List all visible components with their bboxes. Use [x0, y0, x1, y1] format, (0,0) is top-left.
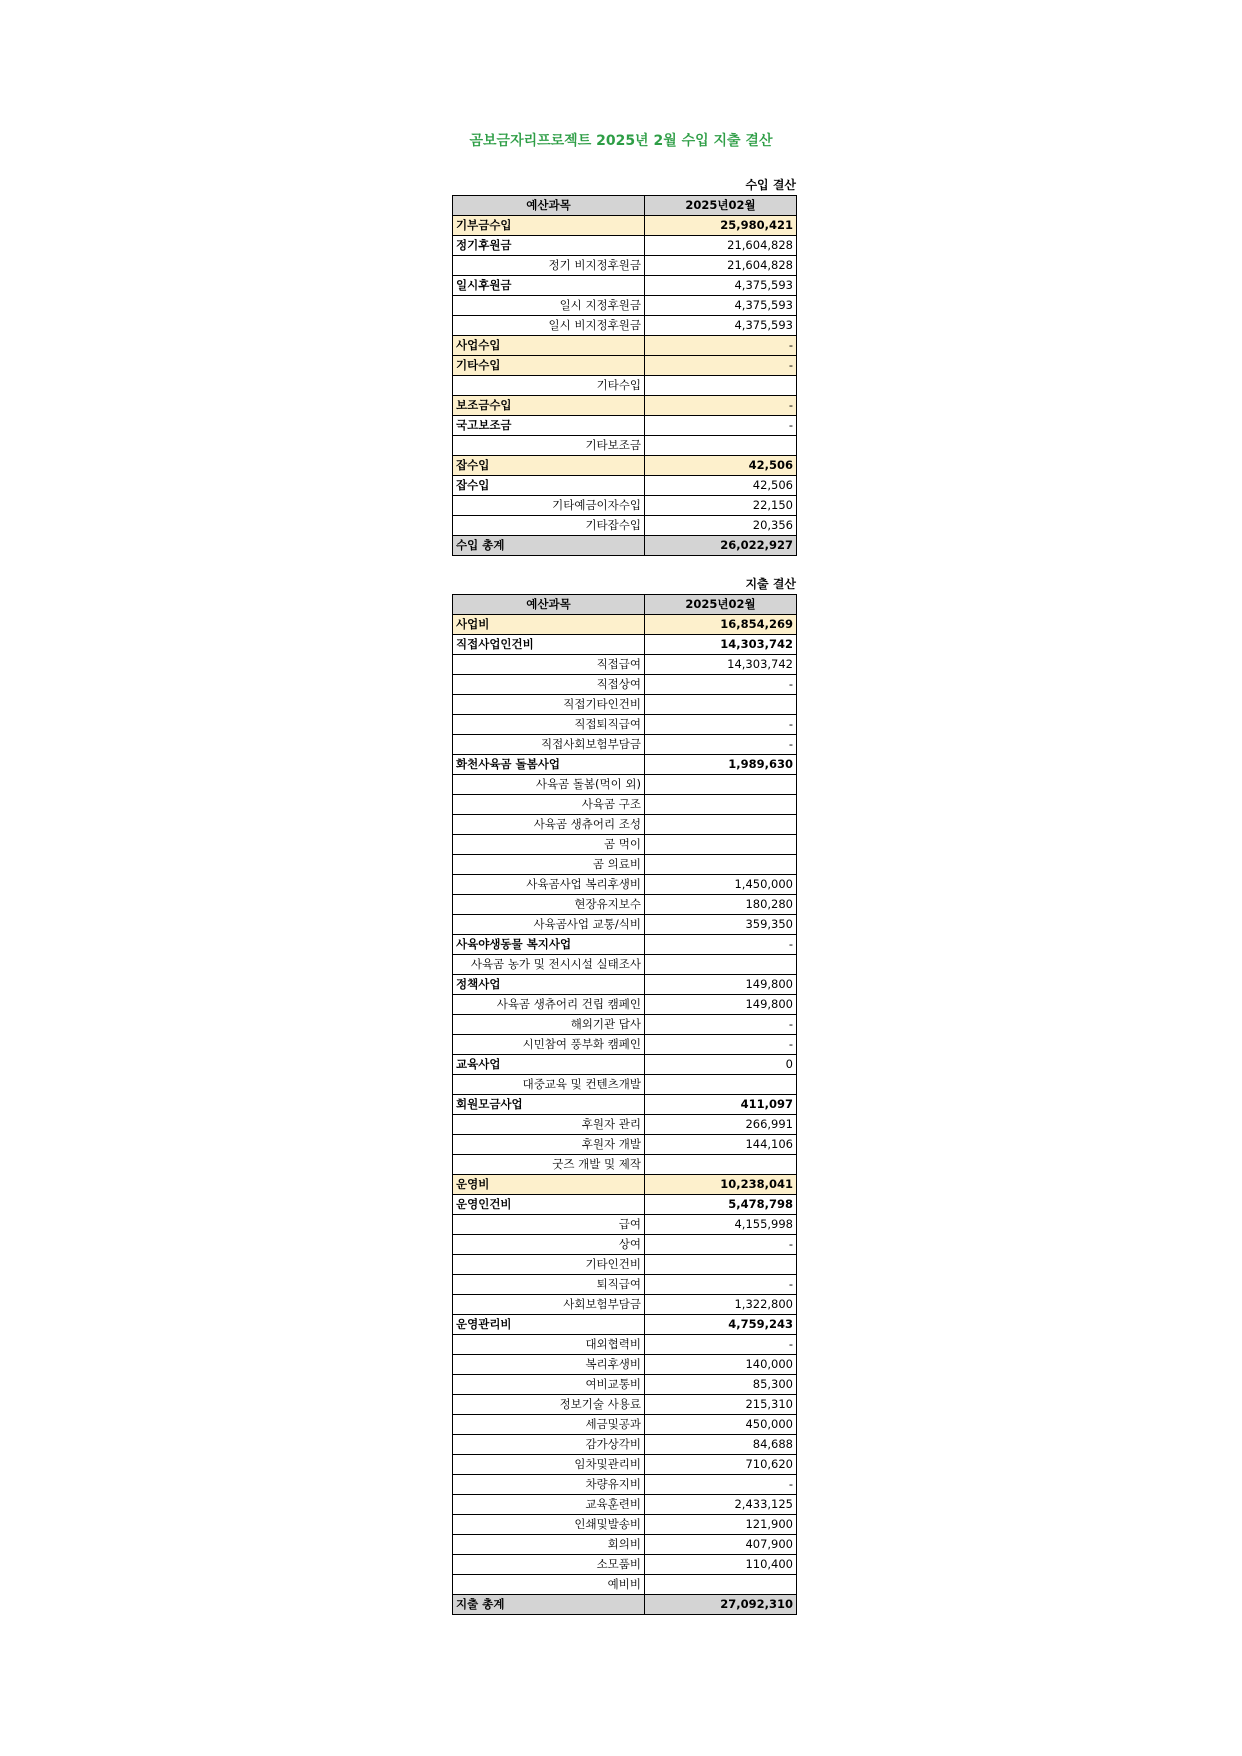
account-name: 여비교통비	[453, 1375, 645, 1395]
amount-value	[645, 1155, 797, 1175]
expense-row-item	[453, 1555, 797, 1575]
expense-row-total	[453, 1595, 797, 1615]
expense-row-sub	[453, 1095, 797, 1115]
expense-row-item	[453, 1355, 797, 1375]
account-name: 굿즈 개발 및 제작	[453, 1155, 645, 1175]
amount-value: 4,759,243	[645, 1315, 797, 1335]
expense-row-item	[453, 1155, 797, 1175]
account-name: 회의비	[453, 1535, 645, 1555]
amount-value: 110,400	[645, 1555, 797, 1575]
account-name: 기부금수입	[453, 216, 645, 236]
account-name: 대중교육 및 컨텐츠개발	[453, 1075, 645, 1095]
income-row-sub	[453, 236, 797, 256]
account-name: 보조금수입	[453, 396, 645, 416]
expense-row-item	[453, 1235, 797, 1255]
amount-value: 4,155,998	[645, 1215, 797, 1235]
income-row-item	[453, 316, 797, 336]
account-name: 세금및공과	[453, 1415, 645, 1435]
amount-value: 10,238,041	[645, 1175, 797, 1195]
amount-value: -	[645, 336, 797, 356]
amount-value: 411,097	[645, 1095, 797, 1115]
account-name: 잡수입	[453, 456, 645, 476]
expense-row-item	[453, 795, 797, 815]
amount-value	[645, 835, 797, 855]
expense-row-item	[453, 735, 797, 755]
account-name: 잡수입	[453, 476, 645, 496]
expense-row-item	[453, 775, 797, 795]
account-name: 곰 의료비	[453, 855, 645, 875]
expense-row-sub	[453, 1315, 797, 1335]
amount-value: 0	[645, 1055, 797, 1075]
account-name: 후원자 관리	[453, 1115, 645, 1135]
amount-value: 85,300	[645, 1375, 797, 1395]
income-table	[452, 195, 797, 556]
account-name: 상여	[453, 1235, 645, 1255]
income-row-sub	[453, 476, 797, 496]
amount-value: 450,000	[645, 1415, 797, 1435]
amount-value: -	[645, 735, 797, 755]
column-header-month: 2025년02월	[645, 595, 797, 615]
amount-value: 4,375,593	[645, 296, 797, 316]
column-header-account: 예산과목	[453, 196, 645, 216]
expense-row-sub	[453, 975, 797, 995]
amount-value: 16,854,269	[645, 615, 797, 635]
account-name: 기타보조금	[453, 436, 645, 456]
account-name: 일시후원금	[453, 276, 645, 296]
account-name: 수입 총계	[453, 536, 645, 556]
account-name: 사육곰 돌봄(먹이 외)	[453, 775, 645, 795]
account-name: 직접상여	[453, 675, 645, 695]
amount-value: -	[645, 1475, 797, 1495]
amount-value: 1,989,630	[645, 755, 797, 775]
expense-row-item	[453, 895, 797, 915]
expense-row-item	[453, 995, 797, 1015]
amount-value: 21,604,828	[645, 236, 797, 256]
income-row-cat	[453, 336, 797, 356]
expense-section-label: 지출 결산	[745, 577, 796, 591]
amount-value: 20,356	[645, 516, 797, 536]
amount-value	[645, 436, 797, 456]
expense-row-cat	[453, 615, 797, 635]
account-name: 현장유지보수	[453, 895, 645, 915]
account-name: 운영인건비	[453, 1195, 645, 1215]
account-name: 사육곰 구조	[453, 795, 645, 815]
expense-row-item	[453, 1395, 797, 1415]
amount-value: -	[645, 1015, 797, 1035]
amount-value: 407,900	[645, 1535, 797, 1555]
amount-value: 21,604,828	[645, 256, 797, 276]
account-name: 운영관리비	[453, 1315, 645, 1335]
account-name: 소모품비	[453, 1555, 645, 1575]
account-name: 퇴직급여	[453, 1275, 645, 1295]
amount-value	[645, 1075, 797, 1095]
column-header-account: 예산과목	[453, 595, 645, 615]
account-name: 정기 비지정후원금	[453, 256, 645, 276]
expense-row-item	[453, 915, 797, 935]
account-name: 일시 지정후원금	[453, 296, 645, 316]
expense-row-item	[453, 1215, 797, 1235]
account-name: 임차및관리비	[453, 1455, 645, 1475]
account-name: 사육곰 농가 및 전시시설 실태조사	[453, 955, 645, 975]
amount-value: 359,350	[645, 915, 797, 935]
amount-value	[645, 1575, 797, 1595]
account-name: 화천사육곰 돌봄사업	[453, 755, 645, 775]
expense-row-item	[453, 1575, 797, 1595]
expense-row-item	[453, 955, 797, 975]
income-row-item	[453, 256, 797, 276]
expense-table	[452, 594, 797, 1615]
expense-row-item	[453, 835, 797, 855]
amount-value	[645, 795, 797, 815]
amount-value: -	[645, 416, 797, 436]
amount-value: 144,106	[645, 1135, 797, 1155]
expense-row-item	[453, 715, 797, 735]
amount-value: 4,375,593	[645, 316, 797, 336]
expense-row-item	[453, 1015, 797, 1035]
amount-value: 14,303,742	[645, 655, 797, 675]
expense-row-sub	[453, 635, 797, 655]
expense-row-item	[453, 815, 797, 835]
account-name: 예비비	[453, 1575, 645, 1595]
amount-value	[645, 955, 797, 975]
amount-value	[645, 376, 797, 396]
account-name: 사육곰 생츄어리 건립 캠페인	[453, 995, 645, 1015]
account-name: 일시 비지정후원금	[453, 316, 645, 336]
amount-value: -	[645, 675, 797, 695]
amount-value: 22,150	[645, 496, 797, 516]
expense-row-cat	[453, 1175, 797, 1195]
income-row-item	[453, 496, 797, 516]
account-name: 사업비	[453, 615, 645, 635]
amount-value: 266,991	[645, 1115, 797, 1135]
expense-row-sub	[453, 935, 797, 955]
amount-value: 4,375,593	[645, 276, 797, 296]
income-row-item	[453, 376, 797, 396]
income-row-item	[453, 516, 797, 536]
amount-value: 215,310	[645, 1395, 797, 1415]
account-name: 사육곰 생츄어리 조성	[453, 815, 645, 835]
expense-row-item	[453, 1475, 797, 1495]
expense-row-item	[453, 1335, 797, 1355]
account-name: 기타수입	[453, 376, 645, 396]
income-row-item	[453, 436, 797, 456]
account-name: 사업수입	[453, 336, 645, 356]
expense-row-item	[453, 1135, 797, 1155]
account-name: 기타인건비	[453, 1255, 645, 1275]
expense-row-item	[453, 1415, 797, 1435]
amount-value: -	[645, 356, 797, 376]
expense-row-item	[453, 1255, 797, 1275]
income-row-cat	[453, 456, 797, 476]
amount-value: 27,092,310	[645, 1595, 797, 1615]
account-name: 시민참여 풍부화 캠페인	[453, 1035, 645, 1055]
amount-value: 25,980,421	[645, 216, 797, 236]
account-name: 직접기타인건비	[453, 695, 645, 715]
expense-row-item	[453, 1435, 797, 1455]
amount-value	[645, 815, 797, 835]
account-name: 감가상각비	[453, 1435, 645, 1455]
amount-value: 14,303,742	[645, 635, 797, 655]
amount-value: -	[645, 396, 797, 416]
income-row-cat	[453, 356, 797, 376]
amount-value	[645, 695, 797, 715]
amount-value: 149,800	[645, 975, 797, 995]
account-name: 사육야생동물 복지사업	[453, 935, 645, 955]
amount-value: 2,433,125	[645, 1495, 797, 1515]
income-row-cat	[453, 396, 797, 416]
account-name: 정보기술 사용료	[453, 1395, 645, 1415]
expense-row-sub	[453, 755, 797, 775]
account-name: 직접퇴직급여	[453, 715, 645, 735]
income-row-sub	[453, 276, 797, 296]
account-name: 해외기관 답사	[453, 1015, 645, 1035]
account-name: 국고보조금	[453, 416, 645, 436]
expense-row-item	[453, 1455, 797, 1475]
expense-row-item	[453, 695, 797, 715]
expense-row-sub	[453, 1055, 797, 1075]
account-name: 복리후생비	[453, 1355, 645, 1375]
expense-row-item	[453, 1515, 797, 1535]
expense-row-item	[453, 1075, 797, 1095]
account-name: 기타잡수입	[453, 516, 645, 536]
expense-row-item	[453, 1375, 797, 1395]
account-name: 사회보험부담금	[453, 1295, 645, 1315]
account-name: 교육사업	[453, 1055, 645, 1075]
amount-value: -	[645, 935, 797, 955]
account-name: 회원모금사업	[453, 1095, 645, 1115]
expense-row-item	[453, 1115, 797, 1135]
income-table-header	[453, 196, 797, 216]
expense-row-item	[453, 1035, 797, 1055]
amount-value: -	[645, 715, 797, 735]
account-name: 기타수입	[453, 356, 645, 376]
account-name: 정책사업	[453, 975, 645, 995]
amount-value: -	[645, 1275, 797, 1295]
amount-value: 26,022,927	[645, 536, 797, 556]
amount-value: -	[645, 1335, 797, 1355]
expense-row-item	[453, 1495, 797, 1515]
account-name: 지출 총계	[453, 1595, 645, 1615]
account-name: 운영비	[453, 1175, 645, 1195]
income-row-item	[453, 296, 797, 316]
account-name: 정기후원금	[453, 236, 645, 256]
account-name: 대외협력비	[453, 1335, 645, 1355]
column-header-month: 2025년02월	[645, 196, 797, 216]
account-name: 후원자 개발	[453, 1135, 645, 1155]
account-name: 사육곰사업 복리후생비	[453, 875, 645, 895]
amount-value	[645, 855, 797, 875]
expense-row-item	[453, 1535, 797, 1555]
amount-value: 149,800	[645, 995, 797, 1015]
expense-row-item	[453, 1275, 797, 1295]
amount-value: 121,900	[645, 1515, 797, 1535]
amount-value: 84,688	[645, 1435, 797, 1455]
income-row-cat	[453, 216, 797, 236]
account-name: 사육곰사업 교통/식비	[453, 915, 645, 935]
amount-value	[645, 775, 797, 795]
amount-value: 710,620	[645, 1455, 797, 1475]
account-name: 교육훈련비	[453, 1495, 645, 1515]
expense-row-item	[453, 655, 797, 675]
expense-row-item	[453, 855, 797, 875]
amount-value	[645, 1255, 797, 1275]
amount-value: 42,506	[645, 476, 797, 496]
income-row-total	[453, 536, 797, 556]
page-title: 곰보금자리프로젝트 2025년 2월 수입 지출 결산	[469, 133, 773, 149]
amount-value: -	[645, 1035, 797, 1055]
account-name: 차량유지비	[453, 1475, 645, 1495]
account-name: 인쇄및발송비	[453, 1515, 645, 1535]
amount-value: 180,280	[645, 895, 797, 915]
amount-value: 140,000	[645, 1355, 797, 1375]
account-name: 직접사업인건비	[453, 635, 645, 655]
amount-value: 42,506	[645, 456, 797, 476]
amount-value: 5,478,798	[645, 1195, 797, 1215]
account-name: 직접급여	[453, 655, 645, 675]
income-row-sub	[453, 416, 797, 436]
amount-value: 1,322,800	[645, 1295, 797, 1315]
expense-row-item	[453, 875, 797, 895]
account-name: 기타예금이자수입	[453, 496, 645, 516]
expense-row-item	[453, 675, 797, 695]
account-name: 직접사회보험부담금	[453, 735, 645, 755]
account-name: 급여	[453, 1215, 645, 1235]
amount-value: 1,450,000	[645, 875, 797, 895]
account-name: 곰 먹이	[453, 835, 645, 855]
income-section-label: 수입 결산	[745, 178, 796, 192]
expense-row-sub	[453, 1195, 797, 1215]
amount-value: -	[645, 1235, 797, 1255]
expense-row-item	[453, 1295, 797, 1315]
expense-table-header	[453, 595, 797, 615]
